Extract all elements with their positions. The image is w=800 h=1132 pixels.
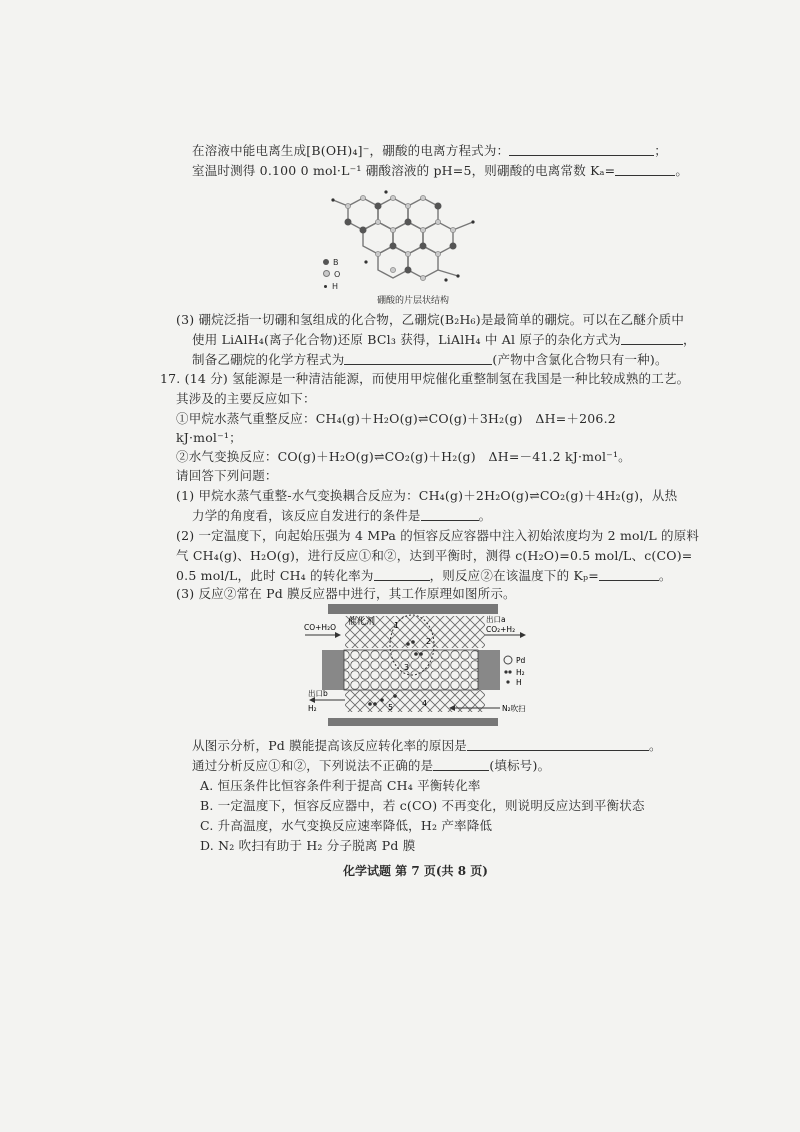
option-d-text: D. N₂ 吹扫有助于 H₂ 分子脱离 Pd 膜	[200, 838, 416, 853]
line-a1: 从图示分析，Pd 膜能提高该反应转化率的原因是	[192, 738, 467, 753]
answer-blank[interactable]	[374, 568, 430, 581]
reaction-1	[176, 411, 616, 427]
legend-h	[323, 282, 338, 291]
legend-b	[323, 258, 339, 267]
part-2-cont2	[176, 568, 672, 584]
part-2-cont	[176, 548, 692, 564]
text-line	[192, 332, 696, 348]
outlet-a-product: CO₂+H₂	[486, 625, 516, 634]
line-l4-end: ，	[682, 332, 696, 347]
step-label: 3	[404, 663, 410, 672]
line-q17: 17. (14 分) 氢能源是一种清洁能源，而使用甲烷催化重整制氢在我国是一种比较成熟的工艺。	[160, 371, 690, 386]
catalyst-layer-bottom	[345, 690, 485, 712]
line-p2c-end: 。	[658, 568, 672, 583]
text-line	[176, 312, 684, 328]
part-1	[176, 488, 677, 504]
answer-blank[interactable]	[615, 163, 675, 176]
text-line	[192, 143, 667, 159]
line-r1b: kJ·mol⁻¹；	[176, 430, 242, 445]
legend-o-label: O	[334, 270, 341, 279]
pd-legend-label: Pd	[516, 656, 526, 665]
legend-o	[323, 270, 340, 279]
option-b-text: B. 一定温度下，恒容反应器中，若 c(CO) 不再变化，则说明反应达到平衡状态	[200, 798, 645, 813]
option-a-text: A. 恒压条件比恒容条件利于提高 CH₄ 平衡转化率	[200, 778, 481, 793]
line-a2: 通过分析反应①和②，下列说法不正确的是	[192, 758, 434, 773]
pd-membrane	[344, 650, 478, 690]
option-c	[200, 818, 492, 834]
line-a1-end: 。	[649, 738, 662, 753]
part-2	[176, 528, 699, 544]
part-3-q2	[192, 758, 550, 774]
legend-h-label: H	[332, 282, 339, 291]
answer-blank[interactable]	[509, 143, 654, 156]
page-footer: 化学试题 第 7 页(共 8 页)	[343, 864, 488, 878]
line-p2b: 气 CH₄(g)、H₂O(g)，进行反应①和②，达到平衡时，测得 c(H₂O)=0.5 mol/L、c(CO)=	[176, 548, 693, 563]
inlet-label: CO+H₂O	[304, 623, 336, 632]
line-l2: 室温时测得 0.100 0 mol·L⁻¹ 硼酸溶液的 pH=5，则硼酸的电离常数 Kₐ=	[192, 163, 616, 178]
line-l1-end: ；	[654, 143, 667, 158]
line-a2-end: (填标号)。	[489, 758, 551, 773]
line-p2a: (2) 一定温度下，向起始压强为 4 MPa 的恒容反应容器中注入初始浓度均为 2 mol/L 的原料	[176, 528, 700, 543]
line-p2c: 0.5 mol/L，此时 CH₄ 的转化率为	[176, 568, 374, 583]
legend-b-label: B	[333, 258, 339, 267]
line-p2c-mid: ，则反应②在该温度下的 Kₚ=	[429, 568, 599, 583]
option-a	[200, 778, 481, 794]
pd-membrane-reactor-figure	[300, 600, 540, 730]
line-l5: 制备乙硼烷的化学方程式为	[192, 352, 345, 367]
line-l11: 请回答下列问题：	[176, 468, 278, 483]
line-l4: 使用 LiAlH₄(离子化合物)还原 BCl₃ 获得，LiAlH₄ 中 Al 原子的杂化方式为	[192, 332, 621, 347]
part-1-cont	[192, 508, 491, 524]
atom-b-icon	[323, 259, 329, 265]
option-b	[200, 798, 645, 814]
left-seal	[322, 650, 344, 690]
step-label: 5	[388, 703, 394, 712]
answer-blank[interactable]	[467, 738, 649, 751]
answer-blank[interactable]	[599, 568, 659, 581]
line-r1: ①甲烷水蒸气重整反应：CH₄(g)＋H₂O(g)⇌CO(g)＋3H₂(g) ΔH=＋206.2	[176, 411, 616, 426]
reactor-top-wall	[328, 604, 498, 614]
pd-legend-icon	[504, 656, 512, 664]
part-3-q1	[192, 738, 662, 754]
line-p1b-end: 。	[478, 508, 492, 523]
line-l2-end: 。	[675, 163, 689, 178]
text-line	[176, 468, 278, 484]
step-label: 2	[426, 637, 432, 646]
text-line	[192, 163, 688, 179]
text-line	[176, 391, 316, 407]
option-d	[200, 838, 415, 854]
line-p3: (3) 反应②常在 Pd 膜反应器中进行，其工作原理如图所示。	[176, 586, 516, 601]
line-l7: 其涉及的主要反应如下：	[176, 391, 316, 406]
reactor-bottom-wall	[328, 718, 498, 726]
figure-caption: 硼酸的片层状结构	[377, 296, 450, 306]
option-c-text: C. 升高温度，水气变换反应速率降低，H₂ 产率降低	[200, 818, 493, 833]
atom-o-icon	[323, 270, 330, 277]
text-line	[192, 352, 668, 368]
h-legend-icon	[506, 680, 509, 683]
line-l1: 在溶液中能电离生成[B(OH)₄]⁻，硼酸的电离方程式为：	[192, 143, 510, 158]
right-seal	[478, 650, 500, 690]
line-l3: (3) 硼烷泛指一切硼和氢组成的化合物，乙硼烷(B₂H₆)是最简单的硼烷。可以在乙醚介质中	[176, 312, 685, 327]
catalyst-label: 催化剂	[348, 617, 376, 627]
answer-blank[interactable]	[433, 758, 489, 771]
line-l5-end: (产物中含氯化合物只有一种)。	[492, 352, 668, 367]
h-legend-label: H	[516, 678, 522, 687]
answer-blank[interactable]	[344, 352, 492, 365]
question-17-title	[160, 371, 689, 387]
reaction-2	[176, 449, 631, 465]
outlet-a-label: 出口a	[486, 615, 506, 624]
h2-legend-label: H₂	[516, 668, 525, 677]
step-label: 1	[394, 621, 400, 630]
reaction-1-unit	[176, 430, 242, 446]
answer-blank[interactable]	[421, 508, 479, 521]
line-p1b: 力学的角度看，该反应自发进行的条件是	[192, 508, 421, 523]
step-label: 4	[422, 699, 428, 708]
n2-purge-label: N₂吹扫	[502, 704, 526, 713]
boric-acid-structure-figure	[318, 186, 493, 286]
answer-blank[interactable]	[621, 332, 683, 345]
line-p1a: (1) 甲烷水蒸气重整-水气变换耦合反应为：CH₄(g)＋2H₂O(g)⇌CO₂(g)＋4H₂(g)，从热	[176, 488, 678, 503]
line-r2: ②水气变换反应：CO(g)＋H₂O(g)⇌CO₂(g)＋H₂(g) ΔH=－41.2 kJ·mol⁻¹。	[176, 449, 631, 464]
outlet-b-product: H₂	[308, 704, 317, 713]
atom-h-icon	[324, 285, 327, 288]
outlet-b-label: 出口b	[308, 689, 328, 698]
